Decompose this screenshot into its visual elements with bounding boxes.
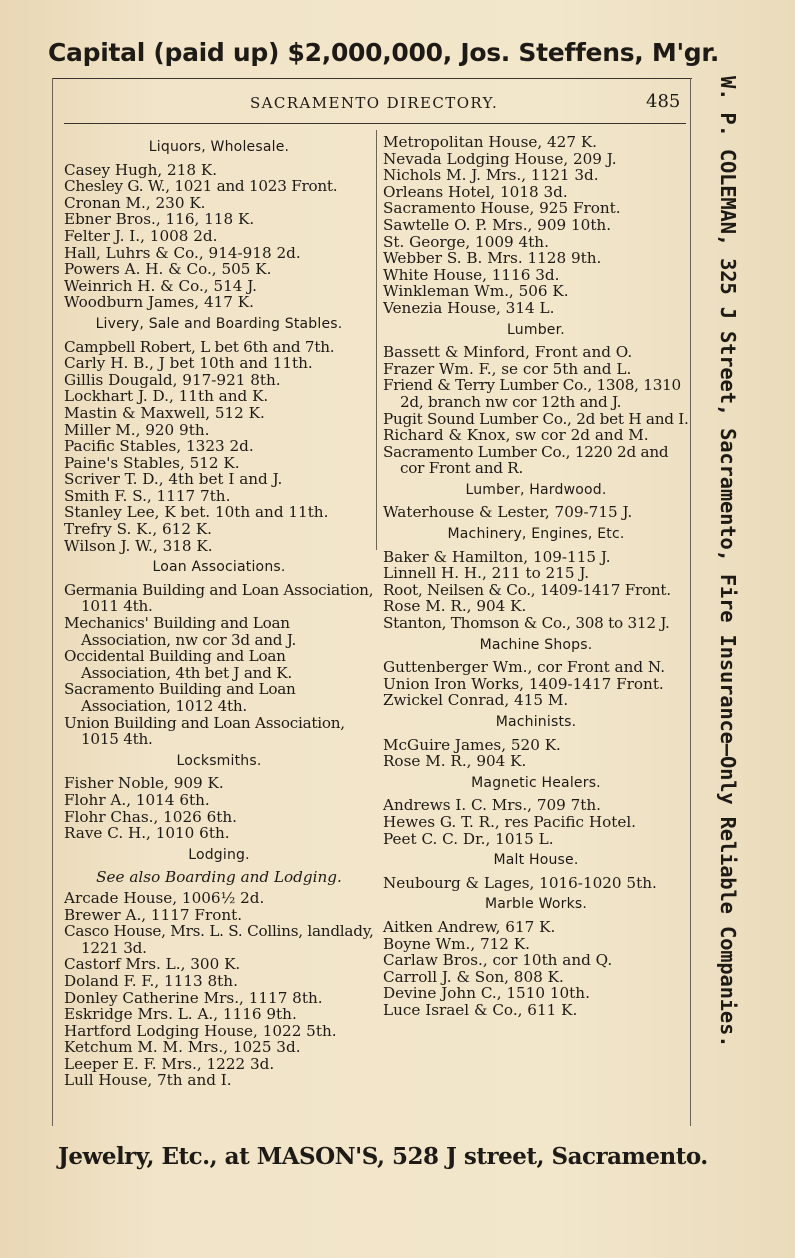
directory-entry: Campbell Robert, L bet 6th and 7th.	[64, 337, 335, 356]
directory-entry: Orleans Hotel, 1018 3d.	[383, 182, 568, 201]
directory-entry: Ketchum M. M. Mrs., 1025 3d.	[64, 1038, 301, 1057]
directory-entry: Mastin & Maxwell, 512 K.	[64, 403, 265, 422]
directory-entry: Eskridge Mrs. L. A., 1116 9th.	[64, 1005, 297, 1024]
directory-entry: Union Iron Works, 1409-1417 Front.	[383, 674, 664, 693]
directory-entry: Carlaw Bros., cor 10th and Q.	[383, 951, 613, 970]
directory-entry: Carroll J. & Son, 808 K.	[383, 967, 564, 986]
section-heading: Machinists.	[495, 714, 577, 730]
directory-entry: Gillis Dougald, 917-921 8th.	[64, 370, 281, 389]
directory-entry: Pacific Stables, 1323 2d.	[64, 437, 254, 456]
directory-entry: Casey Hugh, 218 K.	[64, 160, 218, 179]
directory-entry: Flohr A., 1014 6th.	[64, 790, 210, 809]
directory-entry: Pugit Sound Lumber Co., 2d bet H and I.	[383, 409, 689, 428]
directory-entry: Rose M. R., 904 K.	[383, 597, 527, 616]
section-heading: Machine Shops.	[479, 636, 593, 653]
section-heading: Lumber, Hardwood.	[465, 481, 607, 498]
directory-entry: Cronan M., 230 K.	[64, 193, 206, 212]
page-number: 485	[646, 91, 681, 112]
directory-entry: Felter J. I., 1008 2d.	[64, 226, 218, 245]
directory-entry: Trefry S. K., 612 K.	[64, 520, 213, 539]
directory-entry: Wilson J. W., 318 K.	[64, 536, 213, 555]
directory-entry: Guttenberger Wm., cor Front and N.	[383, 658, 666, 677]
top-advertisement: Capital (paid up) $2,000,000, Jos. Steffens, M'gr.	[48, 38, 720, 67]
side-advertisement-text: W. P. COLEMAN, 325 J Street, Sacramento, Fire Insurance—Only Reliable Companies.	[716, 76, 740, 1048]
section-heading: Marble Works.	[484, 896, 588, 913]
directory-entry: Casco House, Mrs. L. S. Collins, landlady, 1221 3d.	[64, 922, 374, 957]
directory-entry: Boyne Wm., 712 K.	[383, 934, 530, 953]
section-heading: Magnetic Healers.	[471, 774, 601, 791]
directory-entry: Paine's Stables, 512 K.	[64, 453, 240, 472]
directory-entry: Richard & Knox, sw cor 2d and M.	[383, 426, 649, 445]
directory-entry: Stanley Lee, K bet. 10th and 11th.	[64, 503, 329, 522]
directory-entry: Nichols M. J. Mrs., 1121 3d.	[383, 166, 599, 185]
directory-entry: Venezia House, 314 L.	[383, 298, 555, 317]
right-column	[383, 134, 689, 1019]
header-rule	[64, 123, 686, 124]
directory-entry: Castorf Mrs. L., 300 K.	[64, 955, 241, 974]
frame-right-rule	[690, 78, 691, 1126]
directory-entry: Flohr Chas., 1026 6th.	[64, 807, 237, 826]
directory-entry: Rose M. R., 904 K.	[383, 752, 527, 771]
directory-entry: Occidental Building and Loan Association, 4th bet J and K.	[64, 647, 292, 682]
section-heading: Malt House.	[493, 852, 579, 869]
directory-entry: Luce Israel & Co., 611 K.	[383, 1000, 578, 1019]
directory-entry: Peet C. C. Dr., 1015 L.	[383, 829, 554, 848]
section-heading: Loan Associations.	[152, 559, 286, 576]
directory-entry: Smith F. S., 1117 7th.	[64, 486, 231, 505]
directory-entry: Linnell H. H., 211 to 215 J.	[383, 564, 590, 583]
directory-entry: Metropolitan House, 427 K.	[383, 133, 597, 151]
directory-entry: Miller M., 920 9th.	[64, 420, 210, 439]
directory-entry: Sacramento Lumber Co., 1220 2d and cor Front and R.	[383, 442, 669, 478]
directory-entry: Nevada Lodging House, 209 J.	[383, 149, 617, 168]
column-divider	[376, 130, 377, 550]
directory-entry: Arcade House, 1006½ 2d.	[64, 888, 265, 907]
directory-entry: Germania Building and Loan Association, 1011 4th.	[64, 580, 374, 616]
directory-entry: Chesley G. W., 1021 and 1023 Front.	[64, 177, 338, 196]
directory-entry: Devine John C., 1510 10th.	[383, 984, 590, 1003]
directory-entry: Aitken Andrew, 617 K.	[383, 917, 556, 936]
running-head: SACRAMENTO DIRECTORY.	[250, 94, 499, 112]
directory-entry: St. George, 1009 4th.	[383, 232, 549, 251]
directory-entry: Zwickel Conrad, 415 M.	[383, 691, 569, 710]
directory-entry: Doland F. F., 1113 8th.	[64, 971, 238, 990]
directory-entry: Baker & Hamilton, 109-115 J.	[383, 547, 611, 566]
directory-entry: Donley Catherine Mrs., 1117 8th.	[64, 988, 323, 1007]
directory-entry: Fisher Noble, 909 K.	[64, 774, 224, 793]
directory-entry: Powers A. H. & Co., 505 K.	[64, 260, 272, 279]
section-heading: Liquors, Wholesale.	[148, 139, 290, 155]
section-heading: Lodging.	[188, 846, 250, 863]
directory-entry: Sacramento Building and Loan Association, 1012 4th.	[64, 680, 296, 715]
directory-entry: Frazer Wm. F., se cor 5th and L.	[383, 359, 632, 378]
directory-entry: Sacramento House, 925 Front.	[383, 199, 621, 218]
directory-entry: White House, 1116 3d.	[383, 265, 560, 284]
directory-entry: Lull House, 7th and I.	[64, 1071, 232, 1090]
cross-reference-note: See also Boarding and Lodging.	[96, 868, 342, 887]
directory-entry: McGuire James, 520 K.	[383, 735, 561, 754]
directory-entry: Sawtelle O. P. Mrs., 909 10th.	[383, 215, 612, 234]
directory-entry: Lockhart J. D., 11th and K.	[64, 387, 269, 406]
frame-left-rule	[52, 78, 53, 1126]
directory-entry: Leeper E. F. Mrs., 1222 3d.	[64, 1054, 275, 1073]
section-heading: Locksmiths.	[176, 752, 262, 769]
directory-entry: Woodburn James, 417 K.	[64, 293, 254, 312]
directory-entry: Andrews I. C. Mrs., 709 7th.	[383, 796, 602, 815]
frame-top-rule	[52, 78, 692, 79]
bottom-advertisement: Jewelry, Etc., at MASON'S, 528 J street, Sacramento.	[58, 1143, 708, 1170]
section-heading: Livery, Sale and Boarding Stables.	[95, 315, 343, 332]
directory-entry: Mechanics' Building and Loan Association, nw cor 3d and J.	[64, 614, 297, 649]
directory-entry: Bassett & Minford, Front and O.	[383, 343, 633, 362]
section-heading: Lumber.	[507, 321, 565, 338]
directory-entry: Hewes G. T. R., res Pacific Hotel.	[383, 812, 637, 831]
directory-entry: Friend & Terry Lumber Co., 1308, 1310 2d, branch nw cor 12th and J.	[383, 376, 681, 411]
section-heading: Machinery, Engines, Etc.	[447, 526, 625, 543]
directory-entry: Ebner Bros., 116, 118 K.	[64, 210, 255, 229]
directory-entry: Hall, Luhrs & Co., 914-918 2d.	[64, 243, 301, 262]
directory-entry: Waterhouse & Lester, 709-715 J.	[383, 503, 633, 522]
directory-entry: Rave C. H., 1010 6th.	[64, 824, 230, 843]
directory-entry: Webber S. B. Mrs. 1128 9th.	[383, 249, 602, 268]
directory-entry: Brewer A., 1117 Front.	[64, 905, 243, 924]
directory-entry: Carly H. B., J bet 10th and 11th.	[64, 354, 313, 373]
directory-entry: Scriver T. D., 4th bet I and J.	[64, 470, 283, 489]
directory-entry: Weinrich H. & Co., 514 J.	[64, 276, 258, 295]
directory-entry: Hartford Lodging House, 1022 5th.	[64, 1021, 337, 1040]
directory-entry: Stanton, Thomson & Co., 308 to 312 J.	[383, 614, 670, 633]
directory-entry: Union Building and Loan Association, 1015 4th.	[64, 713, 345, 749]
side-advertisement	[704, 76, 738, 1136]
directory-entry: Root, Neilsen & Co., 1409-1417 Front.	[383, 580, 671, 599]
directory-entry: Neubourg & Lages, 1016-1020 5th.	[383, 873, 657, 892]
left-column	[64, 134, 374, 1089]
directory-entry: Winkleman Wm., 506 K.	[383, 282, 569, 301]
